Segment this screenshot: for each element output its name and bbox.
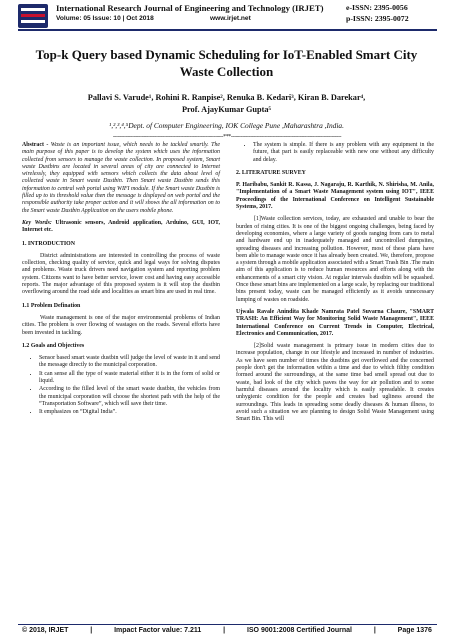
goal-item: • The system is simple. If there is any problem with any equipment in the future, that part is easily replaceable with new one without any difficulty and delay. <box>253 142 434 164</box>
footer-sep: | <box>373 627 376 634</box>
volume-issue: Volume: 05 Issue: 10 | Oct 2018 <box>56 15 154 22</box>
author-list <box>40 92 413 116</box>
goal-item: • Sensor based smart waste dustbin will judge the level of waste in it and send the message directly to the municipal corporation. <box>39 355 220 370</box>
footer-divider <box>18 624 437 625</box>
goals-list-continued <box>236 142 434 164</box>
keywords-text: Ultrasonic sensors, Android application, Arduino, GUI, IOT, Internet etc. <box>22 219 220 234</box>
footer-sep: | <box>223 627 226 634</box>
reference-1-citation: P. Haribabu, Sankit R. Kassa, J. Nagaraju, R. Karthik, N. Shirisha, M. Anila, "Implementation of a Smart Waste Management system using IOT", IEEE Proceedings of the International Conference on Intelligent Sustainable Systems, 2017. <box>236 182 434 211</box>
goals-list <box>22 355 220 416</box>
journal-header <box>0 0 453 32</box>
introduction-text: District administrations are interested in controlling the process of waste collection, checking quality of service, quick and legal ways for solving disputes and problems. Waste truck drivers need navigation system and reporting problem system. Citizens want to have better service, lower cost and having easy accessible reports. The major advantage of this proposed system is it will stop the dustbin overflowing around the road side and localities as smart bins are used in real time. <box>22 252 220 296</box>
problem-definition-text: Waste management is one of the major environmental problems of Indian cities. The problem is over flowing of wastages on the roads. Several efforts have been invested in tackling. <box>22 314 220 336</box>
page-footer <box>22 627 432 634</box>
reference-1-summary: [1]Waste collection services, today, are exhausted and unable to bear the burden of rising cities. It is one of the biggest ongoing challenges, being faced by developing economies, where a large variety of goods ranging from cars to metal and hardware end up in inadequately managed and uncontrolled dumpsites, spreading diseases and increasing pollution. However, most of these plans have been able to manage waste once it has already been created. We, therefore, propose a system through a mobile application associated with a Smart Trash Bin .The main aim of this application is to reduce human resources and efforts along with the enhancements of a smart city vision. At regular intervals dustbin will be squashed. Once these smart bins are implemented on a large scale, by replacing our traditional bins present today, waste can be managed efficiently as it avoids unnecessary lumping of wastes on roadside. <box>236 216 434 303</box>
abstract-label: Abstract - <box>22 142 49 148</box>
iso-certification: ISO 9001:2008 Certified Journal <box>246 627 352 634</box>
authors-line-2: Prof. AjayKumar Gupta⁵ <box>181 105 272 114</box>
introduction-heading: 1. INTRODUCTION <box>22 240 76 247</box>
e-issn: e-ISSN: 2395-0056 <box>346 3 408 12</box>
impact-factor: Impact Factor value: 7.211 <box>114 627 202 634</box>
reference-2-citation: Ujwala Ravale Anindita Khade Namrata Patel Suvarna Chaure, "SMART TRASH: An Efficient Way for Monitoring Solid Waste Management", IEEE International Conference on Current Trends in Computer, Electrical, Electronics and Communication, 2017. <box>236 308 434 337</box>
header-divider <box>18 29 437 31</box>
journal-website-link[interactable]: www.irjet.net <box>210 15 251 22</box>
keywords <box>22 220 220 235</box>
literature-survey-heading: 2. LITERATURE SURVEY <box>236 169 306 176</box>
left-column <box>22 142 220 421</box>
p-issn: p-ISSN: 2395-0072 <box>346 14 409 23</box>
goal-item: • It emphasizes on “Digital India”. <box>39 409 220 416</box>
problem-definition-heading: 1.1 Problem Defination <box>22 302 81 309</box>
section-separator: ---------------------------------------------------------------------***--------------------------------------------------------------------- <box>112 134 342 140</box>
irjet-logo-icon <box>18 4 48 28</box>
footer-sep: | <box>90 627 93 634</box>
copyright: © 2018, IRJET <box>22 627 69 634</box>
authors-line-1: Pallavi S. Varude¹, Rohini R. Ranpise², Renuka B. Kedari³, Kiran B. Darekar⁴, <box>87 93 366 102</box>
page-number: Page 1376 <box>397 627 432 634</box>
goal-item: • It can sense all the type of waste material either it is in the form of solid or liquid. <box>39 371 220 386</box>
abstract <box>22 142 220 215</box>
journal-name: International Research Journal of Engineering and Technology (IRJET) <box>56 3 324 13</box>
goals-heading: 1.2 Goals and Objectives <box>22 342 85 349</box>
goal-item: • According to the filled level of the smart waste dustbin, the vehicles from the municipal corporation will choose the shortest path with the help of the “Transportation Software”, which will save their time. <box>39 386 220 408</box>
keywords-label: Key Words: <box>22 219 52 226</box>
affiliation: ¹,²,³,⁴,⁵Dept. of Computer Engineering, IOK College Pune ,Maharashtra ,India. <box>109 121 344 130</box>
paper-title: Top-k Query based Dynamic Scheduling for IoT-Enabled Smart City Waste Collection <box>35 47 418 79</box>
abstract-text: Waste is an important issue, which needs to be tackled smartly. The main purpose of this paper is to develop the system which uses the information collected from sensors to manage the waste collection. In proposed system, Smart waste Dustbins are located in several areas of city are connected to Internet wirelessly, they equipped with sensors which collects the data about level of collected waste in Smart waste Dustbin. Then Smart waste Dustbin sends this information to central web portal using WIFI module. If the Smart waste Dustbin is filled up to its threshold value then the message is displayed on web portal and the responsible authority take proper action and it will shows the all information on to the Smart waste Dustbin Application on the users mobile phone. <box>22 142 221 214</box>
reference-2-summary: [2]Solid waste management is primary issue in modern cities due to increase population, change in our lifestyle and increased in number of industries. As we have seen number of times the dustbins get overflowed and the concerned people don't get the information within a time and due to which filthy condition formed around the surroundings, at the same time bad smell spread out due to waste, bad look of the city which paves the way for air pollution and to some harmful diseases around the locality which is easily spreadable. It creates unhygienic condition for the people and creates bad ugliness around the surroundings. This leads in spreading some deadly diseases & human illness, to avoid such a situation we are planning to design Solid Waste Management using Smart Bin. This will <box>236 343 434 423</box>
right-column <box>236 142 434 428</box>
